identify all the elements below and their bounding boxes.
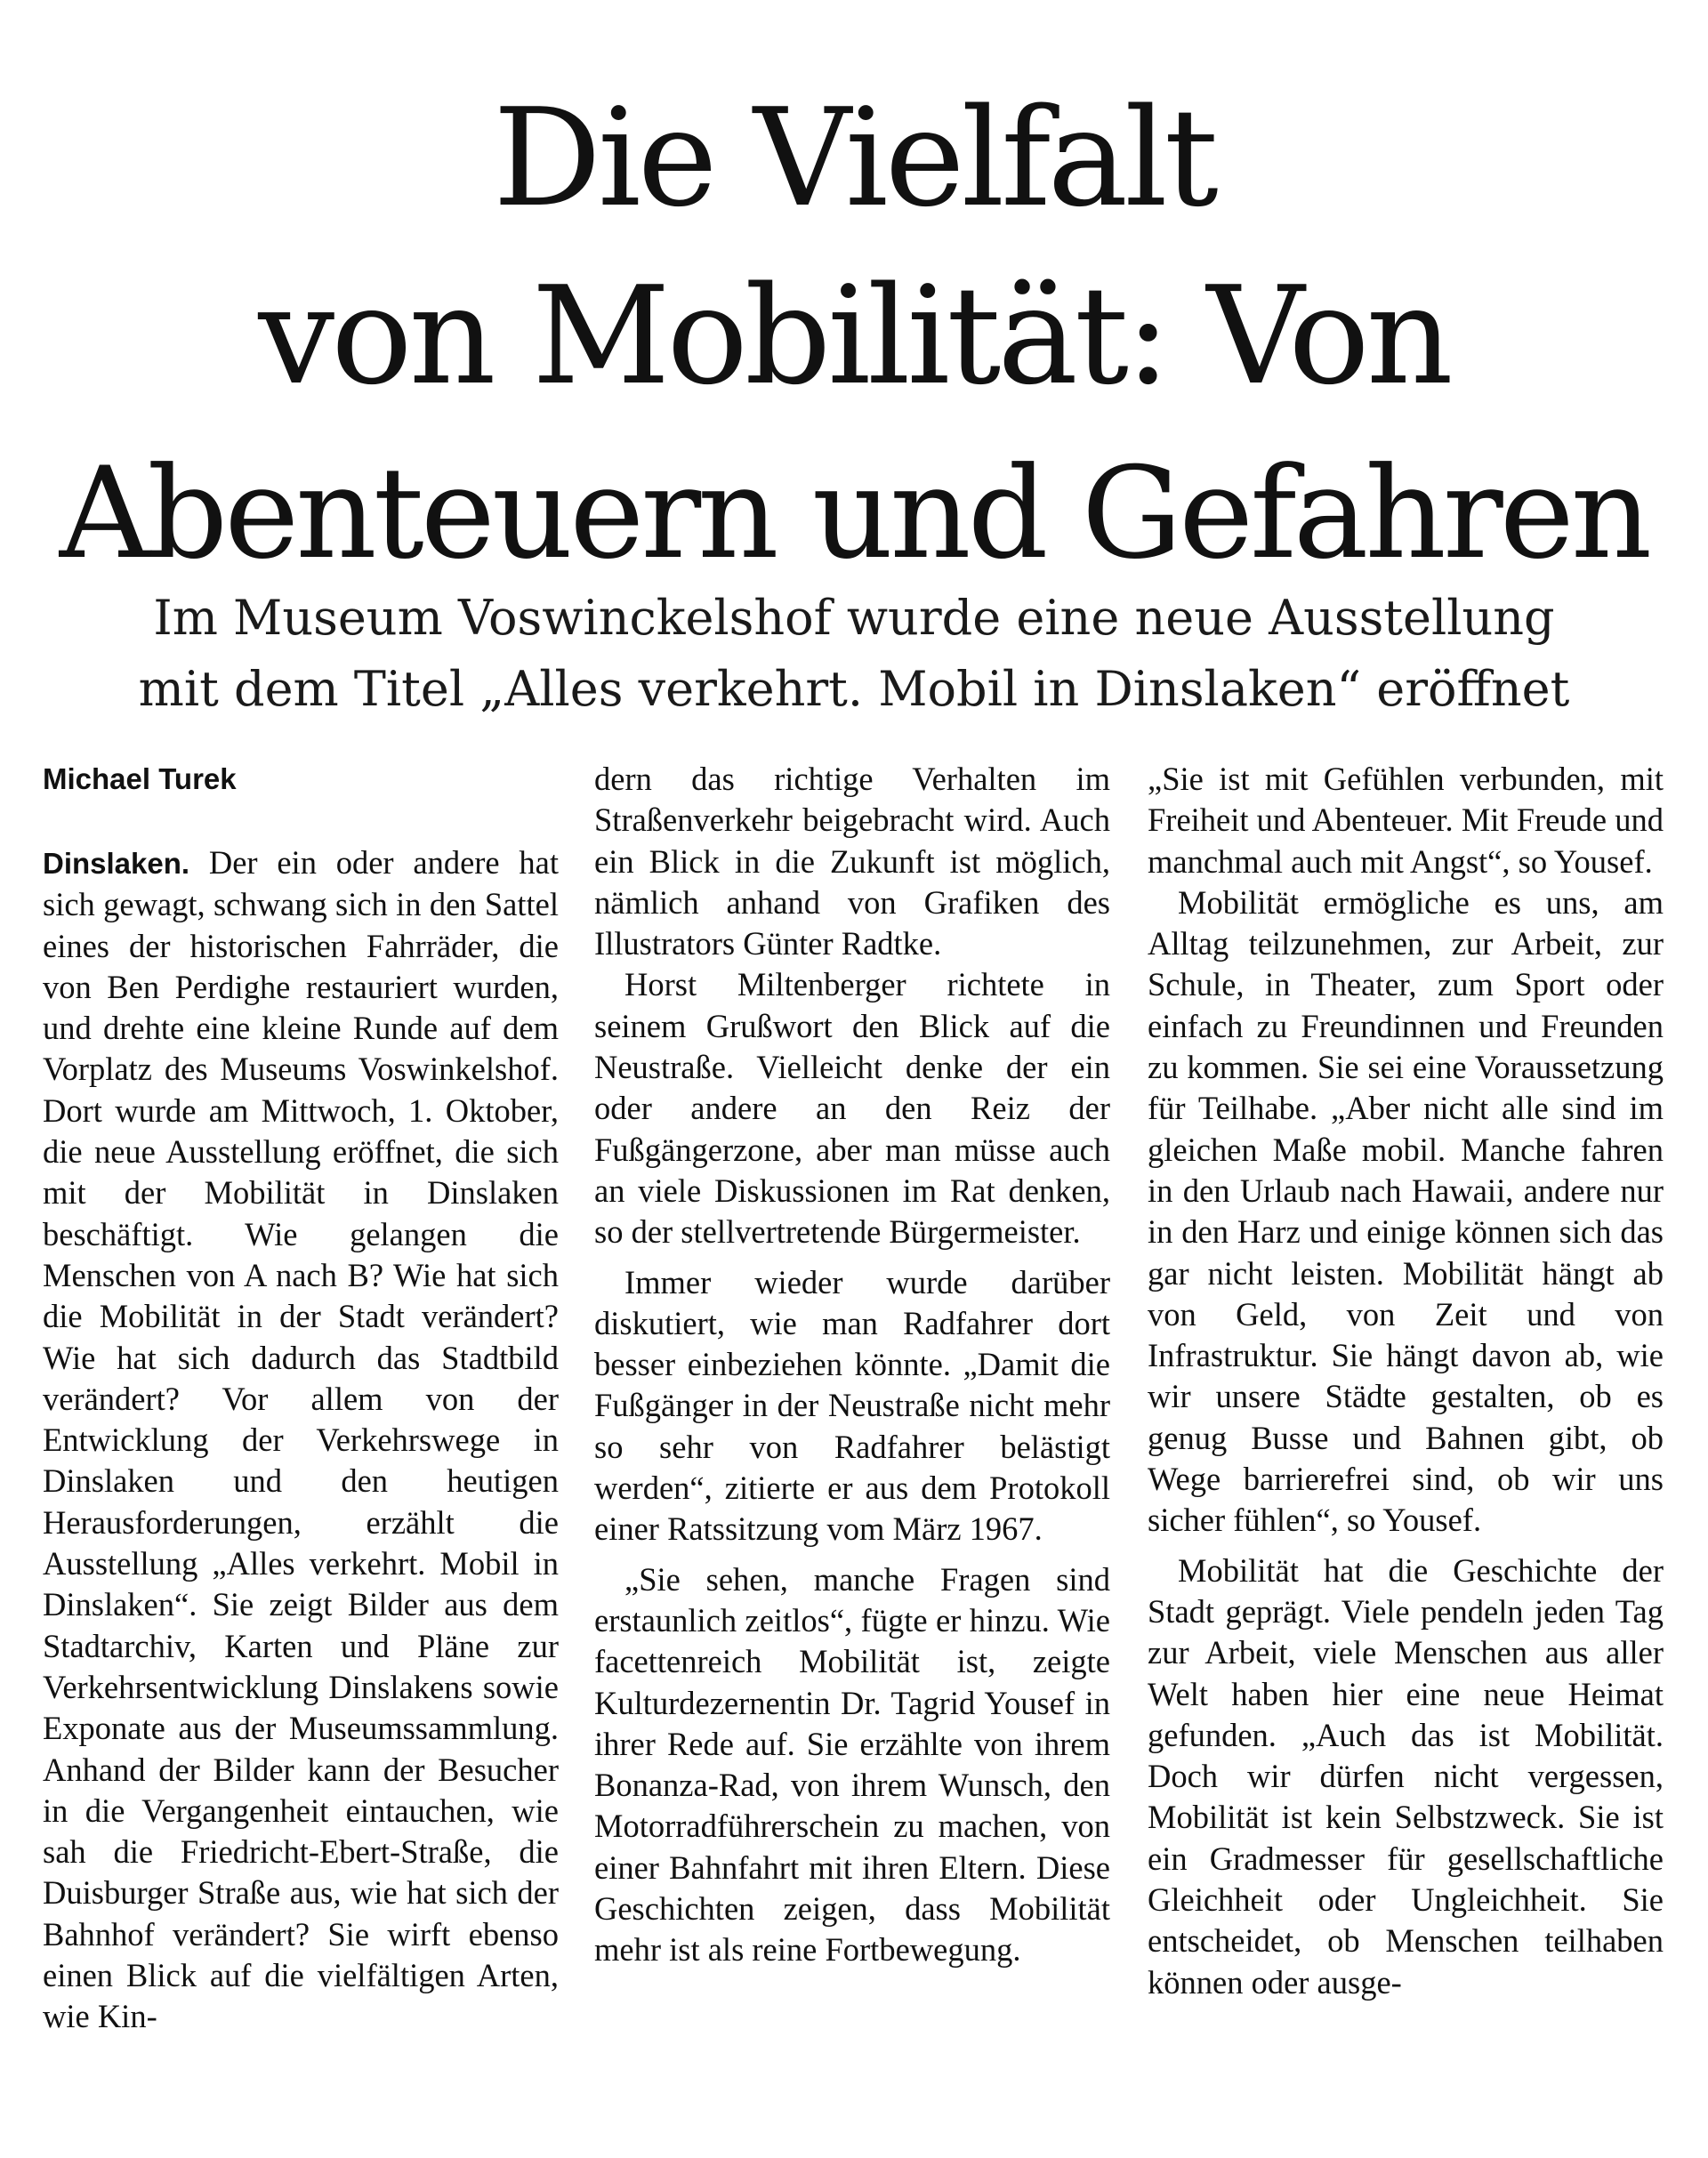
column-2-paragraph-3: Immer wieder wurde darüber diskutiert, wie man Radfahrer dort besser einbeziehen könnte. „Damit die Fußgänger in der Neustraße nicht mehr so sehr von Radfahrer belästigt werden“, zitierte er aus dem Protokoll einer Ratssitzung vom März 1967. [594, 1263, 1110, 1548]
headline-line-3: Abenteuern und Gefahren [59, 440, 1649, 587]
headline-line-1: Die Vielfalt [493, 79, 1215, 237]
column-1-paragraph-1 [43, 842, 559, 2038]
headline [53, 69, 1655, 603]
column-2-paragraph-4: „Sie sehen, manche Fragen sind erstaunlich zeitlos“, fügte er hinzu. Wie facettenreich Mobilität ist, zeigte Kulturdezernentin Dr. Tagrid Yousef in ihrer Rede auf. Sie erzählte von ihrem Bonanza-Rad, von ihrem Wunsch, den Motorradführerschein zu machen, von einer Bahnfahrt mit ihren Eltern. Diese Geschichten zeigen, dass Mobilität mehr ist als reine Fortbewegung. [594, 1560, 1110, 1969]
article-column-2 [594, 759, 1110, 1971]
column-3-paragraph-1: „Sie ist mit Gefühlen verbunden, mit Freiheit und Abenteuer. Mit Freude und manchmal auch mit Angst“, so Yousef. [1148, 761, 1664, 880]
headline-line-2: von Mobilität: Von [258, 257, 1450, 415]
dateline: Dinslaken. [43, 847, 190, 880]
column-3-paragraph-2: Mobilität ermögliche es uns, am Alltag teilzunehmen, zur Arbeit, zur Schule, in Theater, zum Sport oder einfach zu Freundinnen und Freunden zu kommen. Sie sei eine Voraussetzung für Teilhabe. „Aber nicht alle sind im gleichen Maße mobil. Manche fahren in den Urlaub nach Hawaii, andere nur in den Harz und einige können sich das gar nicht leisten. Mobilität hängt ab von Geld, von Zeit und von Infrastruktur. Sie hängt davon ab, wie wir unsere Städte gestalten, ob es genug Busse und Bahnen gibt, ob Wege barrierefrei sind, ob wir uns sicher fühlen“, so Yousef. [1148, 883, 1664, 1539]
article-column-1 [43, 759, 559, 2038]
column-2-paragraph-2: Horst Miltenberger richtete in seinem Grußwort den Blick auf die Neustraße. Vielleicht denke der ein oder andere an den Reiz der Fußgängerzone, aber man müsse auch an viele Diskussionen im Rat denken, so der stellvertretende Bürgermeister. [594, 966, 1110, 1251]
subheadline-line-2: mit dem Titel „Alles verkehrt. Mobil in Dinslaken“ eröffnet [138, 661, 1570, 717]
column-2-paragraph-1: dern das richtige Verhalten im Straßenverkehr beigebracht wird. Auch ein Blick in die Zukunft ist möglich, nämlich anhand von Grafiken des Illustrators Günter Radtke. [594, 761, 1110, 962]
author-byline: Michael Turek [43, 762, 237, 795]
column-1-paragraph-1-text: Der ein oder andere hat sich gewagt, schwang sich in den Sattel eines der historischen Fahrräder, die von Ben Perdighe restauriert wurden, und drehte eine kleine Runde auf dem Vorplatz des Museums Voswinkelshof. Dort wurde am Mittwoch, 1. Oktober, die neue Ausstellung eröffnet, die sich mit der Mobilität in Dinslaken beschäftigt. Wie gelangen die Menschen von A nach B? Wie hat sich die Mobilität in der Stadt verändert? Wie hat sich dadurch das Stadtbild verändert? Vor allem von der Entwicklung der Verkehrswege in Dinslaken und den heutigen Herausforderungen, erzählt die Ausstellung „Alles verkehrt. Mobil in Dinslaken“. Sie zeigt Bilder aus dem Stadtarchiv, Karten und Pläne zur Verkehrsentwicklung Dinslakens sowie Exponate aus der Museumssammlung. Anhand der Bilder kann der Besucher in die Vergangenheit eintauchen, wie sah die Friedricht-Ebert-Straße, die Duisburger Straße aus, wie hat sich der Bahnhof verändert? Sie wirft ebenso einen Blick auf die vielfältigen Arten, wie Kin- [43, 844, 559, 2035]
article-column-3 [1148, 759, 1664, 2003]
column-3-paragraph-3: Mobilität hat die Geschichte der Stadt geprägt. Viele pendeln jeden Tag zur Arbeit, viele Menschen aus aller Welt haben hier eine neue Heimat gefunden. „Auch das ist Mobilität. Doch wir dürfen nicht vergessen, Mobilität ist kein Selbstzweck. Sie ist ein Gradmesser für gesellschaftliche Gleichheit oder Ungleichheit. Sie entscheidet, ob Menschen teilhaben können oder ausge- [1148, 1551, 1664, 2001]
subheadline-line-1: Im Museum Voswinckelshof wurde eine neue Ausstellung [153, 590, 1555, 646]
subheadline [53, 583, 1655, 725]
